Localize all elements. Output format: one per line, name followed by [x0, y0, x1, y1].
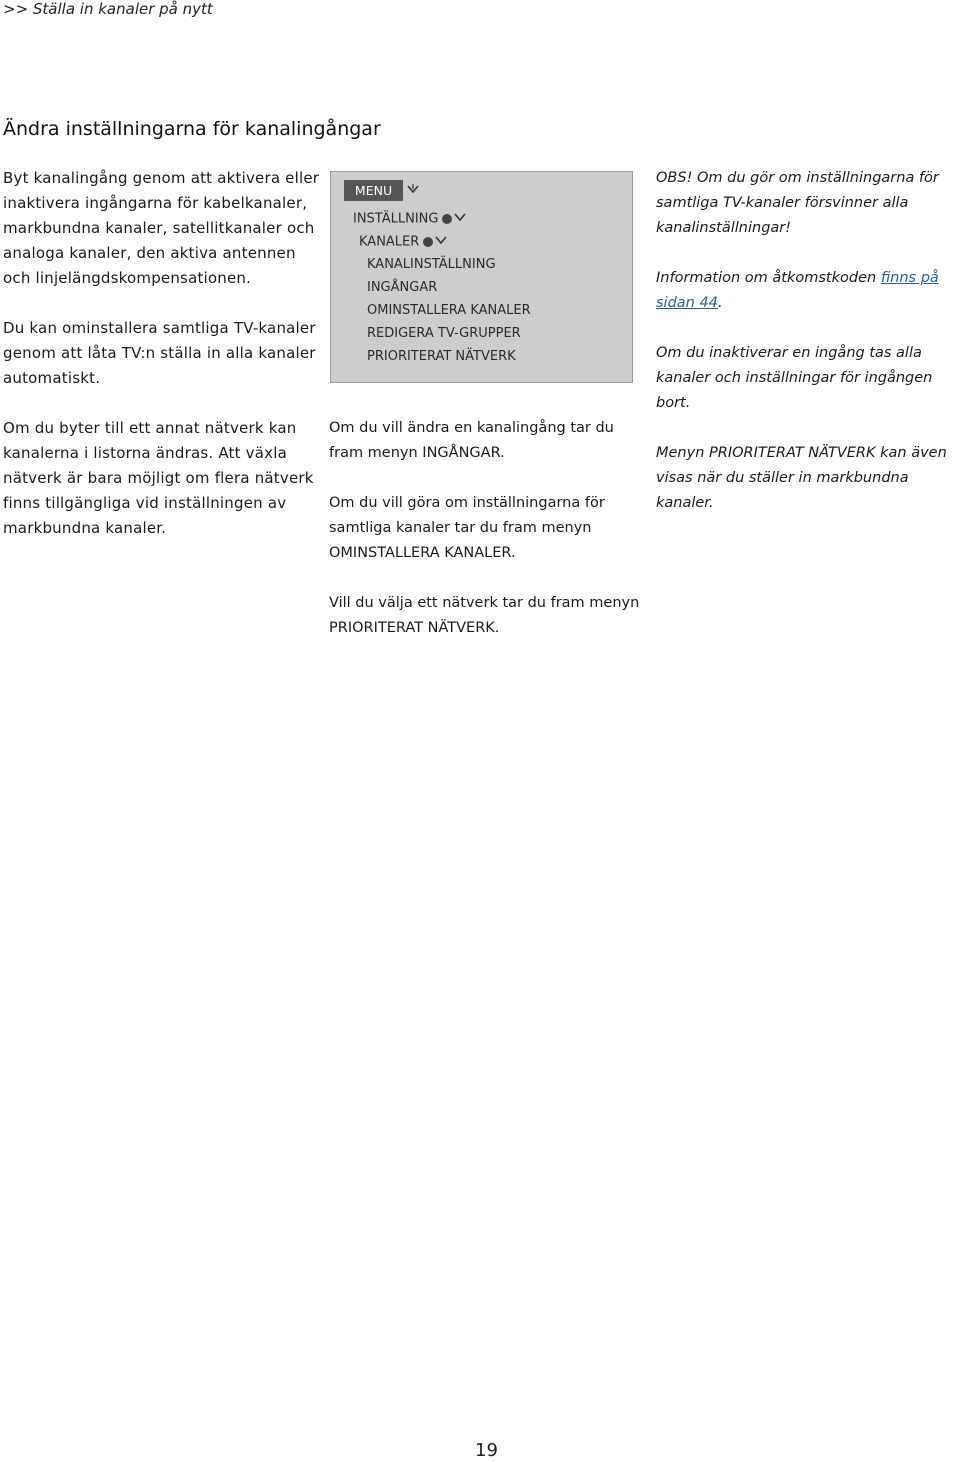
note-atkomstkod-text: Information om åtkomstkoden	[656, 270, 881, 286]
link-sidan-44[interactable]: finns på sidan 44	[656, 270, 939, 311]
menu-row-installning	[353, 209, 466, 230]
left-column	[3, 166, 323, 566]
chevron-down-icon	[407, 182, 419, 202]
menu-item-kanaler: KANALER	[359, 234, 420, 250]
menu-item-redigera-tv-grupper: REDIGERA TV-GRUPPER	[367, 326, 521, 341]
dot-icon	[423, 237, 433, 247]
note-atkomstkod	[656, 266, 960, 316]
page-title: Ändra inställningarna för kanalingångar	[3, 118, 381, 140]
page-number: 19	[475, 1440, 498, 1461]
note-prioriterat: Menyn PRIORITERAT NÄTVERK kan även visas när du ställer in markbundna kanaler.	[656, 445, 947, 511]
chevron-down-icon	[454, 209, 466, 229]
paragraph-ominstallera-kanaler: Om du vill göra om inställningarna för samtliga kanaler tar du fram menyn OMINSTALLERA KANALER.	[329, 495, 605, 561]
menu-tag: MENU	[344, 180, 403, 201]
breadcrumb: >> Ställa in kanaler på nytt	[3, 0, 213, 18]
dot-icon	[442, 214, 452, 224]
note-atkomstkod-suffix: .	[717, 295, 723, 311]
paragraph-byt-kanalingang: Byt kanalingång genom att aktivera eller inaktivera ingångarna för kabelkanaler, markbundna kanaler, satellitkanaler och analoga kanaler, den aktiva antennen och linjelängdskompensationen.	[3, 169, 320, 287]
menu-item-installning: INSTÄLLNING	[353, 211, 439, 227]
menu-diagram	[330, 171, 633, 383]
menu-item-kanalinstallning: KANALINSTÄLLNING	[367, 257, 496, 272]
chevron-down-icon	[435, 232, 447, 252]
menu-item-ominstallera-kanaler: OMINSTALLERA KANALER	[367, 303, 531, 318]
menu-item-ingangar: INGÅNGAR	[367, 280, 438, 295]
note-obs: OBS! Om du gör om inställningarna för samtliga TV-kanaler försvinner alla kanalinställningar!	[656, 170, 939, 236]
right-column	[656, 166, 960, 541]
middle-column	[329, 416, 649, 666]
paragraph-ingangar: Om du vill ändra en kanalingång tar du fram menyn INGÅNGAR.	[329, 420, 614, 461]
paragraph-ominstallera: Du kan ominstallera samtliga TV-kanaler genom att låta TV:n ställa in alla kanaler automatiskt.	[3, 319, 316, 387]
menu-item-prioriterat-natverk: PRIORITERAT NÄTVERK	[367, 349, 516, 364]
menu-row-kanaler	[359, 232, 447, 253]
paragraph-prioriterat-natverk: Vill du välja ett nätverk tar du fram menyn PRIORITERAT NÄTVERK.	[329, 595, 640, 636]
paragraph-natverk: Om du byter till ett annat nätverk kan kanalerna i listorna ändras. Att växla nätverk är bara möjligt om flera nätverk finns tillgängliga vid inställningen av markbundna kanaler.	[3, 419, 314, 537]
note-inaktiverar: Om du inaktiverar en ingång tas alla kanaler och inställningar för ingången bort.	[656, 345, 933, 411]
